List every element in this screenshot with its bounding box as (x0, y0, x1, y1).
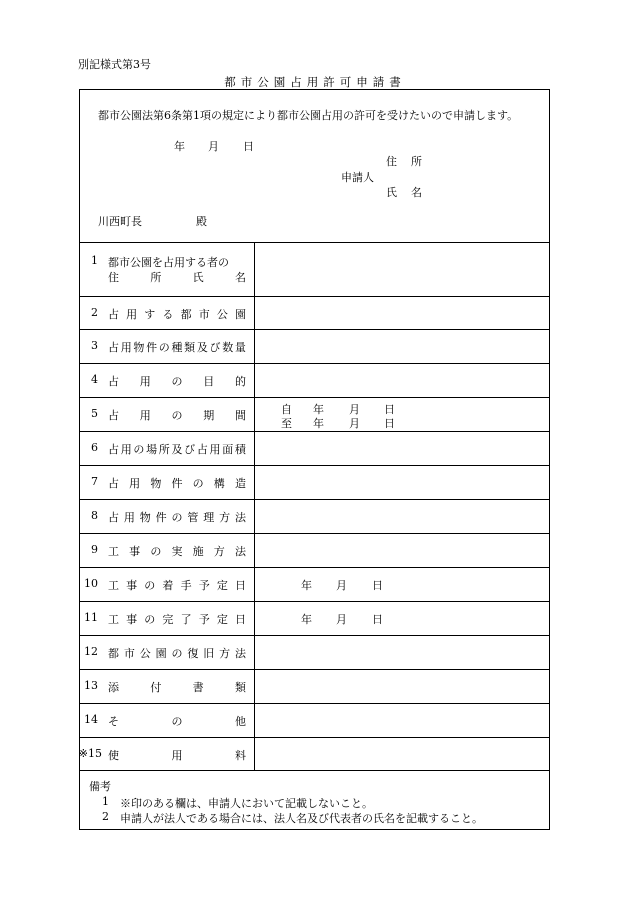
note-1-number: 1 (102, 795, 109, 808)
row-label: 工 事 の 完 了 予 定 日 (108, 613, 246, 626)
row-value-field[interactable] (255, 568, 549, 601)
row-label: 占 用 物 件 の 種 類 及 び 数 量 (108, 341, 246, 354)
addressee-name: 川西町長 (98, 215, 142, 228)
row-number: 5 (91, 407, 98, 420)
row-label: 占 用 物 件 の 構 造 (108, 477, 246, 490)
row-value-field[interactable] (255, 670, 549, 703)
table-row-divider (79, 770, 550, 771)
period-to-month: 月 (349, 417, 360, 430)
row-label: 占 用 の 期 間 (108, 409, 246, 422)
row-number: 3 (91, 339, 98, 352)
applicant-address-label: 住 所 (386, 155, 422, 168)
date-month-label: 月 (336, 579, 347, 592)
row-number: 2 (91, 306, 98, 319)
row-label: そ の 他 (108, 715, 246, 728)
date-month-label: 月 (336, 613, 347, 626)
applicant-label: 申請人 (341, 171, 374, 184)
document-title: 都市公園占用許可申請書 (224, 75, 406, 89)
row-number: 8 (91, 509, 98, 522)
row-value-field[interactable] (255, 432, 549, 465)
row-value-field[interactable] (255, 534, 549, 567)
row-value-field[interactable] (255, 602, 549, 635)
row-label: 使 用 料 (108, 749, 246, 762)
row-label: 占 用 の 場 所 及 び 占 用 面 積 (108, 443, 246, 456)
date-day-label: 日 (372, 579, 383, 592)
row-label-line2: 住 所 氏 名 (108, 271, 246, 284)
row-label: 占 用 す る 都 市 公 園 (108, 308, 246, 321)
row-value-field[interactable] (255, 398, 549, 431)
row-value-field[interactable] (255, 364, 549, 397)
row-number: 9 (91, 543, 98, 556)
note-2-number: 2 (102, 810, 109, 823)
row-number: 12 (84, 645, 98, 658)
row-number: ※15 (78, 747, 102, 760)
row-label-line1: 都市公園を占用する者の (108, 256, 229, 269)
row-value-field[interactable] (255, 704, 549, 737)
period-to-year: 年 (313, 417, 324, 430)
row-label: 占 用 の 目 的 (108, 375, 246, 388)
period-from-month: 月 (349, 403, 360, 416)
row-number: 10 (84, 577, 98, 590)
date-month-label: 月 (208, 140, 219, 153)
row-number: 11 (84, 611, 98, 624)
period-from-year: 年 (313, 403, 324, 416)
period-to-day: 日 (384, 417, 395, 430)
date-year-label: 年 (301, 579, 312, 592)
row-value-field[interactable] (255, 243, 549, 296)
application-statement: 都市公園法第6条第1項の規定により都市公園占用の許可を受けたいので申請します。 (98, 109, 519, 122)
row-label: 工 事 の 着 手 予 定 日 (108, 579, 246, 592)
row-label: 工 事 の 実 施 方 法 (108, 545, 246, 558)
row-value-field[interactable] (255, 466, 549, 499)
period-from-day: 日 (384, 403, 395, 416)
addressee-honorific: 殿 (196, 215, 207, 228)
row-value-field[interactable] (255, 738, 549, 770)
row-number: 4 (91, 373, 98, 386)
row-number: 13 (84, 679, 98, 692)
row-label: 都 市 公 園 の 復 旧 方 法 (108, 647, 246, 660)
note-2-text: 申請人が法人である場合には、法人名及び代表者の氏名を記載すること。 (120, 812, 483, 825)
row-value-field[interactable] (255, 330, 549, 363)
row-value-field[interactable] (255, 500, 549, 533)
date-day-label: 日 (243, 140, 254, 153)
row-label: 添 付 書 類 (108, 681, 246, 694)
period-from-label: 自 (281, 403, 292, 416)
row-number: 6 (91, 441, 98, 454)
row-label: 占 用 物 件 の 管 理 方 法 (108, 511, 246, 524)
row-number: 14 (84, 713, 98, 726)
note-1-text: ※印のある欄は、申請人において記載しないこと。 (120, 797, 373, 810)
date-year-label: 年 (174, 140, 185, 153)
date-day-label: 日 (372, 613, 383, 626)
row-number: 7 (91, 475, 98, 488)
row-value-field[interactable] (255, 297, 549, 329)
form-number: 別記様式第3号 (78, 58, 151, 71)
period-to-label: 至 (281, 417, 292, 430)
row-number: 1 (91, 254, 98, 267)
applicant-name-label: 氏 名 (386, 186, 422, 199)
date-year-label: 年 (301, 613, 312, 626)
notes-heading: 備考 (89, 780, 111, 793)
row-value-field[interactable] (255, 636, 549, 669)
